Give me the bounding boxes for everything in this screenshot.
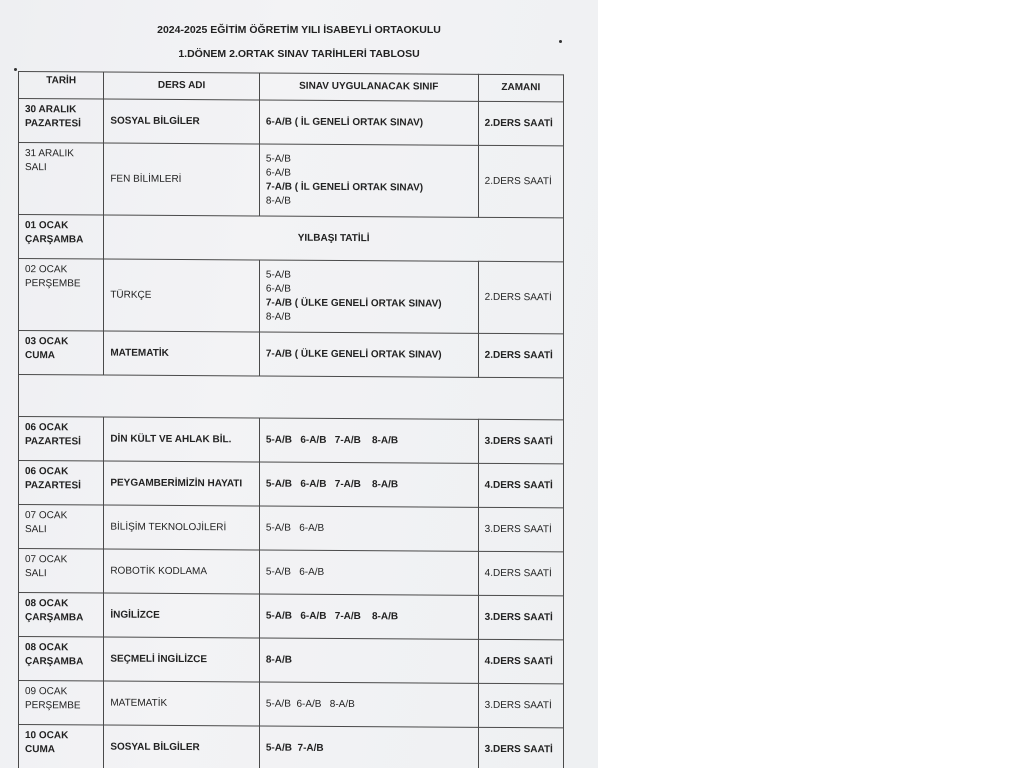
course-cell: FEN BİLİMLERİ (104, 143, 260, 216)
class-line: 6-A/B (265, 167, 291, 179)
date-day: 10 OCAK (25, 730, 69, 742)
header-tarih: TARİH (19, 72, 104, 100)
time-cell: 4.DERS SAATİ (478, 639, 563, 684)
class-line: 7-A/B ( İL GENELİ ORTAK SINAV) (265, 181, 424, 193)
time-cell: 3.DERS SAATİ (478, 507, 563, 552)
class-line: 5-A/B 6-A/B (265, 522, 325, 534)
date-day: 30 ARALIK (25, 104, 77, 116)
date-day: 09 OCAK (25, 686, 68, 698)
class-cell (259, 144, 478, 217)
date-day: 06 OCAK (25, 466, 69, 478)
date-weekday: SALI (25, 568, 47, 580)
date-cell (19, 593, 104, 638)
class-cell (259, 594, 478, 639)
date-cell (19, 99, 104, 144)
date-cell (19, 505, 104, 550)
course-cell: MATEMATİK (104, 331, 260, 376)
date-weekday: PAZARTESİ (25, 118, 81, 130)
table-row (19, 331, 564, 378)
exam-schedule-table (18, 71, 564, 768)
table-row (19, 549, 564, 596)
class-line: 6-A/B (265, 283, 291, 295)
paper-mark (559, 40, 562, 43)
class-line: 8-A/B (265, 195, 291, 207)
class-line: 5-A/B 6-A/B 8-A/B (265, 698, 355, 710)
class-cell (259, 332, 478, 377)
class-line: 5-A/B (265, 153, 291, 165)
course-cell: SEÇMELİ İNGİLİZCE (104, 637, 260, 682)
class-cell (259, 260, 478, 333)
date-cell (19, 637, 104, 682)
class-line: 7-A/B ( ÜLKE GENELİ ORTAK SINAV) (265, 348, 442, 361)
date-day: 07 OCAK (25, 510, 68, 522)
table-row (19, 99, 564, 146)
date-weekday: PERŞEMBE (25, 700, 81, 712)
class-line: 5-A/B 7-A/B (265, 742, 324, 754)
table-row (19, 461, 564, 508)
date-cell (19, 417, 104, 462)
blank-row-cell (19, 375, 564, 420)
time-cell: 2.DERS SAATİ (478, 145, 563, 218)
class-line: 5-A/B (265, 269, 291, 281)
date-weekday: ÇARŞAMBA (25, 612, 84, 624)
table-row (19, 725, 564, 768)
date-weekday: CUMA (25, 350, 55, 362)
document-title: 2024-2025 EĞİTİM ÖĞRETİM YILI İSABEYLİ ORTAOKULU (157, 24, 441, 36)
date-day: 06 OCAK (25, 422, 69, 434)
time-cell: 4.DERS SAATİ (478, 551, 563, 596)
course-cell: ROBOTİK KODLAMA (104, 549, 260, 594)
date-weekday: PAZARTESİ (25, 480, 81, 492)
date-cell (19, 259, 104, 332)
date-weekday: SALI (25, 524, 47, 536)
course-cell: İNGİLİZCE (104, 593, 260, 638)
time-cell: 4.DERS SAATİ (478, 463, 563, 508)
table-header-row (19, 72, 564, 102)
course-cell: TÜRKÇE (104, 259, 260, 332)
table-row (19, 143, 564, 218)
time-cell: 2.DERS SAATİ (478, 261, 563, 334)
date-cell (19, 681, 104, 726)
class-cell (259, 682, 478, 727)
date-cell (19, 725, 104, 768)
date-cell (19, 331, 104, 376)
date-weekday: CUMA (25, 744, 55, 756)
date-day: 01 OCAK (25, 220, 69, 232)
class-cell (259, 506, 478, 551)
table-row (19, 681, 564, 728)
date-day: 03 OCAK (25, 336, 69, 348)
course-cell: BİLİŞİM TEKNOLOJİLERİ (104, 505, 260, 550)
date-day: 07 OCAK (25, 554, 68, 566)
class-line: 8-A/B (265, 654, 292, 666)
date-cell (19, 143, 104, 216)
class-cell (259, 462, 478, 507)
course-cell: SOSYAL BİLGİLER (104, 99, 260, 144)
class-cell (259, 100, 478, 145)
date-weekday: PAZARTESİ (25, 436, 81, 448)
table-row (19, 593, 564, 640)
document-subtitle: 1.DÖNEM 2.ORTAK SINAV TARİHLERİ TABLOSU (178, 48, 420, 60)
course-cell: PEYGAMBERİMİZİN HAYATI (104, 461, 260, 506)
class-line: 5-A/B 6-A/B 7-A/B 8-A/B (265, 610, 399, 622)
date-weekday: PERŞEMBE (25, 278, 81, 290)
date-weekday: ÇARŞAMBA (25, 656, 84, 668)
class-line: 7-A/B ( ÜLKE GENELİ ORTAK SINAV) (265, 297, 442, 310)
date-day: 08 OCAK (25, 642, 69, 654)
paper-mark (14, 68, 17, 71)
class-line: 6-A/B ( İL GENELİ ORTAK SINAV) (265, 116, 424, 128)
class-cell (259, 418, 478, 463)
date-cell (19, 461, 104, 506)
date-day: 02 OCAK (25, 264, 68, 276)
table-row (19, 215, 564, 262)
date-day: 31 ARALIK (25, 148, 74, 160)
header-sinif: SINAV UYGULANACAK SINIF (259, 73, 478, 101)
table-row (19, 637, 564, 684)
date-day: 08 OCAK (25, 598, 69, 610)
time-cell: 2.DERS SAATİ (478, 101, 563, 146)
table-row (19, 259, 564, 334)
course-cell: SOSYAL BİLGİLER (104, 725, 260, 768)
header-ders-adi: DERS ADI (104, 72, 260, 100)
course-cell: MATEMATİK (104, 681, 260, 726)
course-cell: DİN KÜLT VE AHLAK BİL. (104, 417, 260, 462)
holiday-cell: YILBAŞI TATİLİ (104, 215, 564, 262)
class-cell (259, 638, 478, 683)
time-cell: 3.DERS SAATİ (478, 727, 563, 768)
time-cell: 2.DERS SAATİ (478, 333, 563, 378)
table-row (19, 375, 564, 420)
date-cell (19, 215, 104, 260)
class-cell (259, 550, 478, 595)
table-row (19, 417, 564, 464)
table-row (19, 505, 564, 552)
class-line: 5-A/B 6-A/B (265, 566, 325, 578)
time-cell: 3.DERS SAATİ (478, 595, 563, 640)
class-line: 5-A/B 6-A/B 7-A/B 8-A/B (265, 478, 399, 490)
date-weekday: SALI (25, 162, 47, 174)
date-weekday: ÇARŞAMBA (25, 234, 84, 246)
class-cell (259, 726, 478, 768)
class-line: 8-A/B (265, 311, 291, 323)
time-cell: 3.DERS SAATİ (478, 683, 563, 728)
header-zamani: ZAMANI (478, 74, 563, 102)
class-line: 5-A/B 6-A/B 7-A/B 8-A/B (265, 434, 399, 446)
time-cell: 3.DERS SAATİ (478, 419, 563, 464)
date-cell (19, 549, 104, 594)
table-body (19, 99, 564, 768)
